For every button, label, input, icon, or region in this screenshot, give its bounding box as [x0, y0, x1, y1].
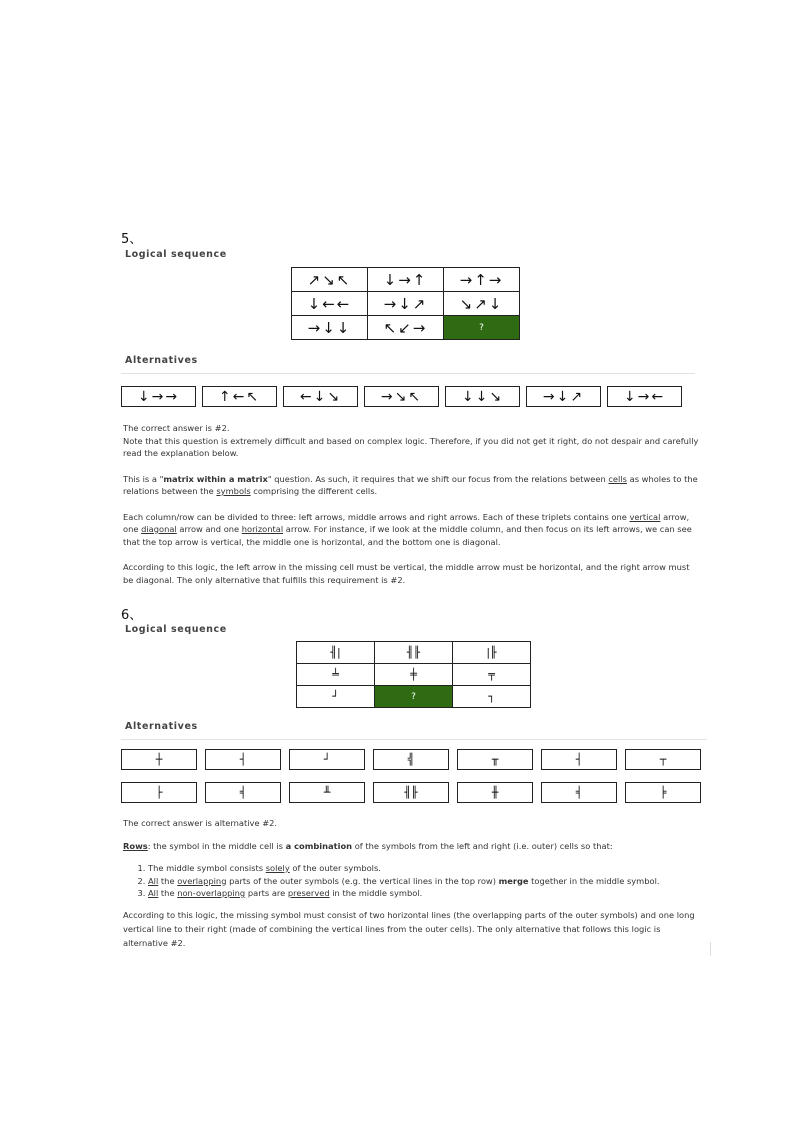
alternative-3[interactable]: ←↓↘: [283, 386, 358, 407]
alternative-3[interactable]: ┘: [289, 749, 365, 770]
rule-item: 3. All the non-overlapping parts are preserved in the middle symbol.: [148, 887, 703, 900]
alternative-12[interactable]: ╫: [457, 782, 533, 803]
alternatives-q5: [121, 386, 682, 407]
matrix-cell: ┘: [297, 686, 375, 708]
conclusion-paragraph: According to this logic, the left arrow in the missing cell must be vertical, the middle arrow must be horizontal, and the right arrow must be diagonal. The only alternative that fulfills this requirement is #2.: [123, 562, 690, 585]
alternative-6[interactable]: ┤: [541, 749, 617, 770]
rows-paragraph: Rows: the symbol in the middle cell is a combination of the symbols from the left and right (i.e. outer) cells so that:: [123, 840, 613, 851]
alternative-5[interactable]: ↓↓↘: [445, 386, 520, 407]
logical-sequence-heading-6: Logical sequence: [125, 624, 227, 635]
matrix-cell: ╢╟: [375, 642, 453, 664]
matrix-cell: ↖↙→: [368, 316, 444, 340]
alternative-7[interactable]: ↓→←: [607, 386, 682, 407]
missing-cell: ?: [375, 686, 453, 708]
alternative-6[interactable]: →↓↗: [526, 386, 601, 407]
alternative-7[interactable]: ┬: [625, 749, 701, 770]
missing-cell: ?: [444, 316, 520, 340]
alternative-8[interactable]: ├: [121, 782, 197, 803]
explanation-q6: [123, 817, 703, 950]
alternatives-heading-5: Alternatives: [125, 355, 198, 366]
matrix-cell: ╢|: [297, 642, 375, 664]
question-number-6: 6、: [121, 608, 143, 623]
alternative-10[interactable]: ╨: [289, 782, 365, 803]
matrix-cell: ╤: [453, 664, 531, 686]
alternative-9[interactable]: ╡: [205, 782, 281, 803]
matrix-cell: ↓→↑: [368, 268, 444, 292]
alternative-2[interactable]: ↑←↖: [202, 386, 277, 407]
matrix-cell: →↓↓: [292, 316, 368, 340]
alternative-1[interactable]: ↓→→: [121, 386, 196, 407]
question-number-5: 5、: [121, 232, 143, 247]
triplets-paragraph: Each column/row can be divided to three: left arrows, middle arrows and right arrows. Each of these triplets contains one vertical arrow, one diagonal arrow and one horizontal arrow. For instance, if we look at the middle column, and then focus on its left arrows, we can see that the top arrow is vertical, the middle one is horizontal, and the bottom one is diagonal.: [123, 511, 692, 547]
alternatives-q6-row1: [121, 749, 701, 770]
matrix-cell: ╧: [297, 664, 375, 686]
alternatives-q6-row2: [121, 782, 701, 803]
alternative-13[interactable]: ╡: [541, 782, 617, 803]
matrix-q6: [296, 641, 531, 708]
alternative-2[interactable]: ┤: [205, 749, 281, 770]
alternatives-heading-6: Alternatives: [125, 721, 198, 732]
alternative-5[interactable]: ╥: [457, 749, 533, 770]
alternative-4[interactable]: →↘↖: [364, 386, 439, 407]
alternative-4[interactable]: ╣: [373, 749, 449, 770]
divider: [121, 739, 707, 740]
explanation-q5: [123, 422, 701, 586]
alternative-14[interactable]: ╞: [625, 782, 701, 803]
matrix-q5: [291, 267, 520, 340]
matrix-cell: ↓←←: [292, 292, 368, 316]
note-paragraph: Note that this question is extremely difficult and based on complex logic. Therefore, if you did not get it right, do not despair and carefully read the explanation below.: [123, 435, 699, 458]
rule-item: 2. All the overlapping parts of the outer symbols (e.g. the vertical lines in the top row) merge together in the middle symbol.: [148, 875, 703, 888]
answer-line: The correct answer is alternative #2.: [123, 818, 278, 828]
matrix-cell: ↗↘↖: [292, 268, 368, 292]
matrix-cell: |╟: [453, 642, 531, 664]
conclusion-paragraph: According to this logic, the missing symbol must consist of two horizontal lines (the overlapping parts of the outer symbols) and one long vertical line to their right (made of combining the vertical lines from the outer cells). The only alternative that follows this logic is alternative #2.: [123, 909, 695, 948]
logical-sequence-heading-5: Logical sequence: [125, 249, 227, 260]
matrix-cell: ↘↗↓: [444, 292, 520, 316]
rule-item: 1. The middle symbol consists solely of the outer symbols.: [148, 862, 703, 875]
divider: [710, 942, 711, 956]
matrix-cell: ╪: [375, 664, 453, 686]
answer-line: The correct answer is #2.: [123, 423, 230, 433]
alternative-11[interactable]: ╢╟: [373, 782, 449, 803]
matrix-within-matrix-paragraph: This is a "matrix within a matrix" question. As such, it requires that we shift our focus from the relations between cells as wholes to the relations between the symbols comprising the different cells.: [123, 473, 698, 496]
alternative-1[interactable]: ┼: [121, 749, 197, 770]
matrix-cell: →↓↗: [368, 292, 444, 316]
matrix-cell: →↑→: [444, 268, 520, 292]
divider: [121, 373, 695, 374]
matrix-cell: ┐: [453, 686, 531, 708]
rules-list: [123, 862, 703, 900]
